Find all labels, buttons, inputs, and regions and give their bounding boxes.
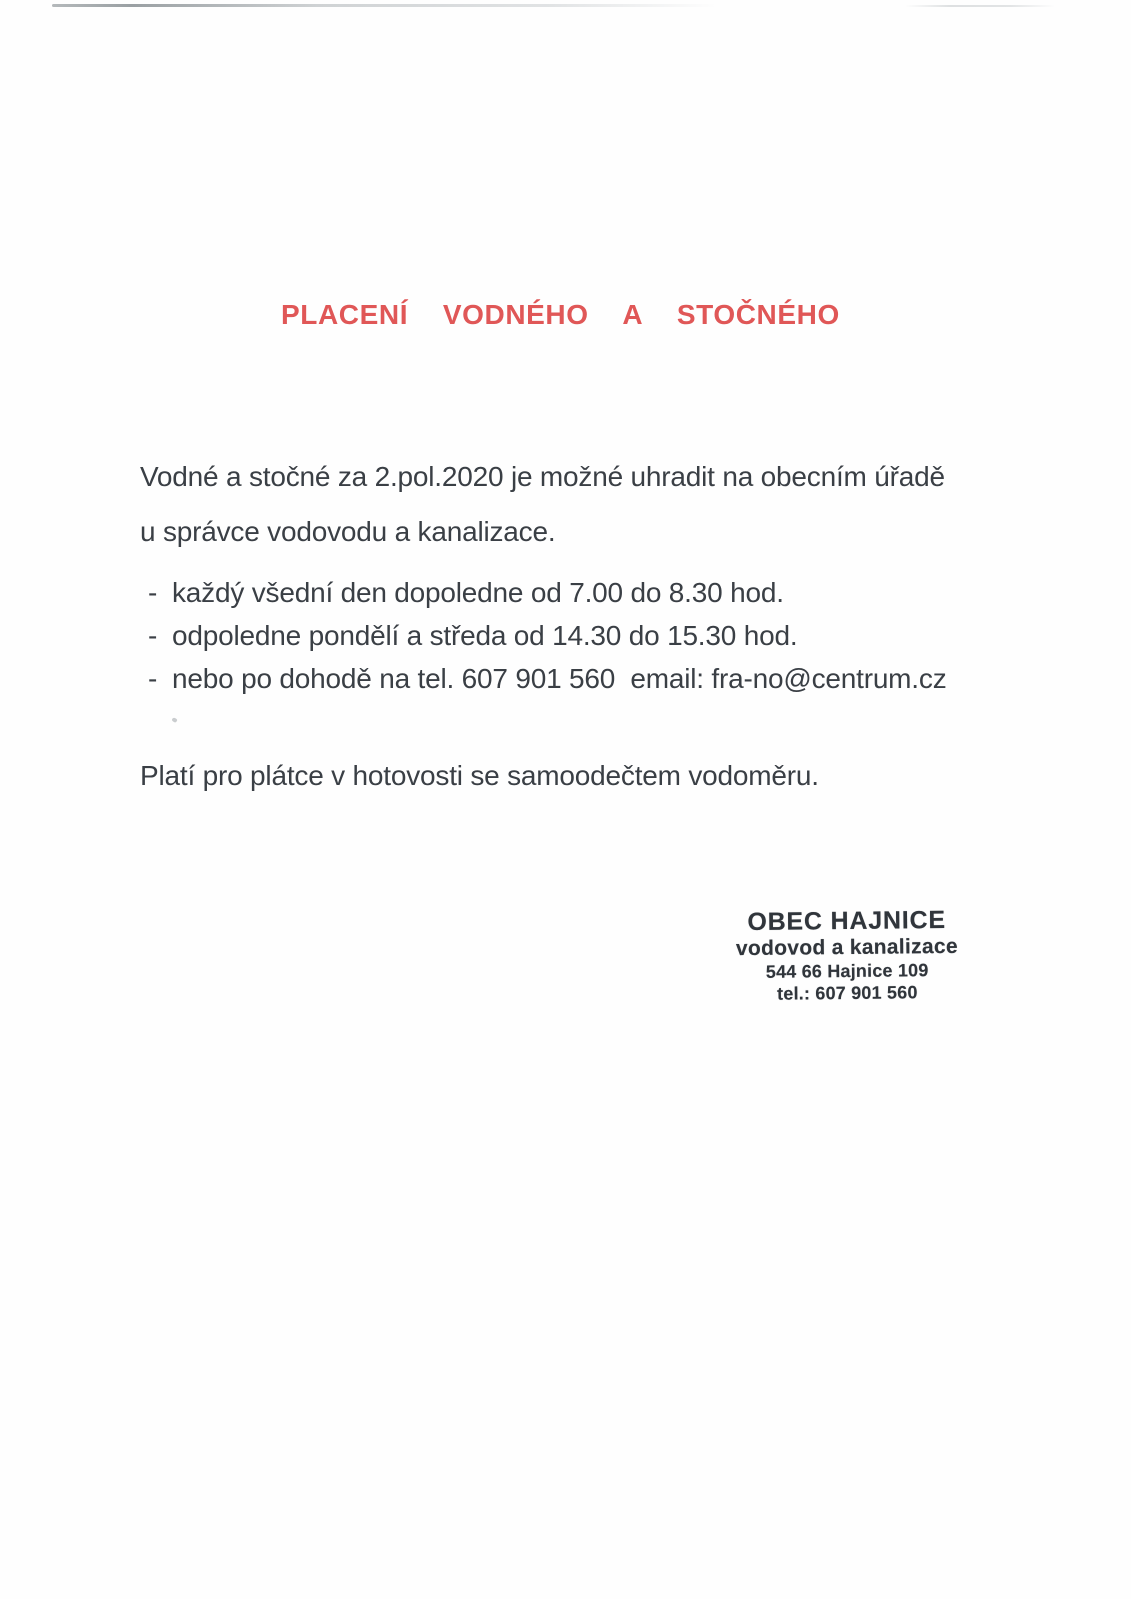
bullet-item-contact xyxy=(148,663,947,695)
bullet-text: odpoledne pondělí a středa od 14.30 do 15.30 hod. xyxy=(172,620,798,651)
municipal-stamp xyxy=(722,907,973,1006)
intro-paragraph-line-2: u správce vodovodu a kanalizace. xyxy=(140,516,556,547)
bullet-dash: - xyxy=(148,620,158,651)
scan-artifact-line xyxy=(52,4,717,7)
bullet-item-afternoon-hours xyxy=(148,620,797,652)
bullet-dash: - xyxy=(148,577,158,608)
stamp-phone: tel.: 607 901 560 xyxy=(777,982,918,1004)
bullet-text: každý všední den dopoledne od 7.00 do 8.30 hod. xyxy=(172,577,784,608)
scan-artifact-speck xyxy=(171,717,177,723)
intro-paragraph-line-1: Vodné a stočné za 2.pol.2020 je možné uhradit na obecním úřadě xyxy=(140,461,945,492)
bullet-text: nebo po dohodě na tel. 607 901 560 email: fra-no@centrum.cz xyxy=(172,663,947,694)
scan-artifact-line xyxy=(905,5,1055,7)
bullet-dash: - xyxy=(148,663,158,694)
stamp-address: 544 66 Hajnice 109 xyxy=(765,959,929,982)
bullet-item-morning-hours xyxy=(148,577,784,609)
stamp-organization: OBEC HAJNICE xyxy=(747,905,947,937)
stamp-department: vodovod a kanalizace xyxy=(735,934,958,960)
payment-note: Platí pro plátce v hotovosti se samoodečtem vodoměru. xyxy=(140,760,819,791)
document-title: PLACENÍ VODNÉHO A STOČNÉHO xyxy=(281,299,840,330)
